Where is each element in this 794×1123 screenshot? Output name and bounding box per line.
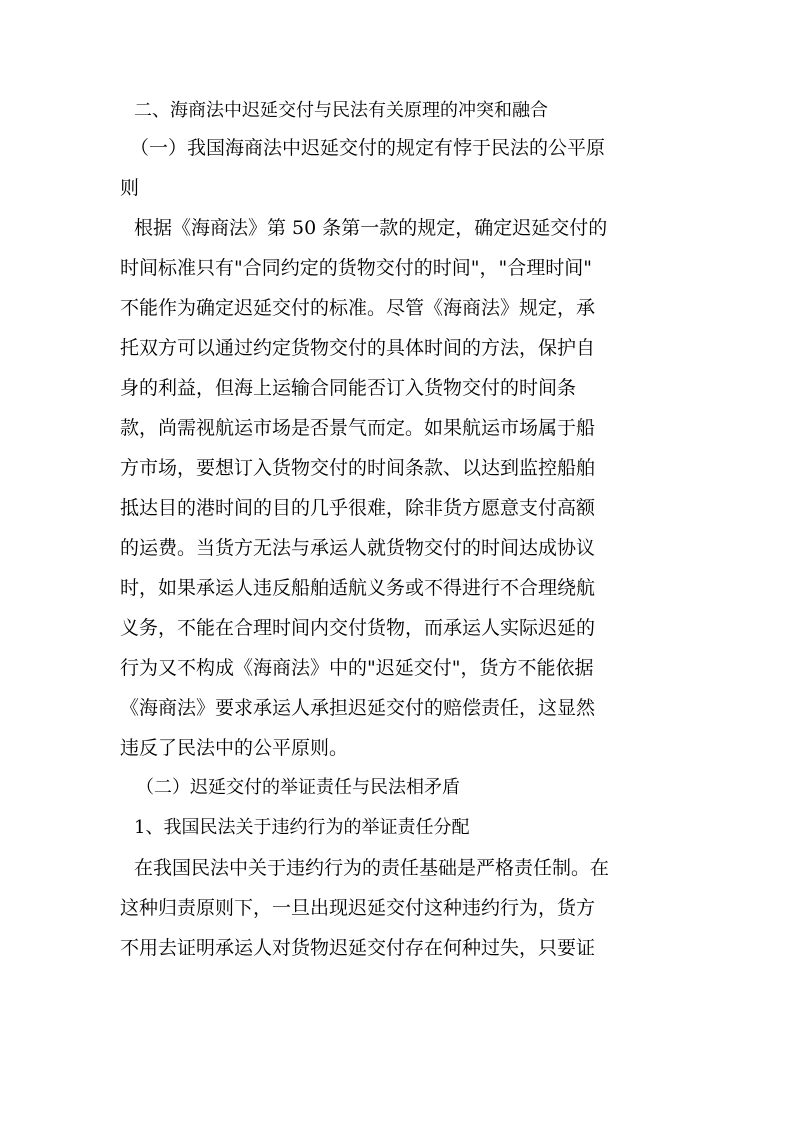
paragraph-line: 的运费。当货方无法与承运人就货物交付的时间达成协议 — [120, 537, 596, 559]
paragraph-line: 不用去证明承运人对货物迟延交付存在何种过失，只要证 — [120, 937, 596, 959]
paragraph-line: 抵达目的港时间的目的几乎很难，除非货方愿意支付高额 — [120, 497, 596, 519]
item-heading-1: 1、我国民法关于违约行为的举证责任分配 — [134, 817, 470, 838]
subsection-heading-1-line-1: （一）我国海商法中迟延交付的规定有悖于民法的公平原 — [130, 137, 606, 159]
paragraph-line: 方市场，要想订入货物交付的时间条款、以达到监控船舶 — [120, 457, 596, 479]
subsection-heading-2: （二）迟延交付的举证责任与民法相矛盾 — [136, 777, 460, 798]
paragraph-line: 行为又不构成《海商法》中的"迟延交付"，货方不能依据 — [120, 657, 594, 679]
paragraph-1 — [120, 208, 680, 768]
section-heading: 二、海商法中迟延交付与民法有关原理的冲突和融合 — [134, 100, 548, 121]
paragraph-line: 义务，不能在合理时间内交付货物，而承运人实际迟延的 — [120, 617, 596, 639]
paragraph-line: 不能作为确定迟延交付的标准。尽管《海商法》规定，承 — [120, 297, 596, 319]
paragraph-line: 在我国民法中关于违约行为的责任基础是严格责任制。在 — [134, 857, 610, 879]
paragraph-line: 托双方可以通过约定货物交付的具体时间的方法，保护自 — [120, 337, 596, 359]
paragraph-line: 根据《海商法》第 50 条第一款的规定，确定迟延交付的 — [134, 217, 608, 239]
paragraph-line: 身的利益，但海上运输合同能否订入货物交付的时间条 — [120, 377, 577, 399]
paragraph-2 — [120, 848, 680, 968]
subsection-heading-1-line-2: 则 — [120, 177, 140, 199]
paragraph-line: 款，尚需视航运市场是否景气而定。如果航运市场属于船 — [120, 417, 596, 439]
document-body — [120, 94, 680, 968]
paragraph-line: 《海商法》要求承运人承担迟延交付的赔偿责任，这显然 — [120, 697, 596, 719]
paragraph-line: 时间标准只有"合同约定的货物交付的时间"，"合理时间" — [120, 257, 592, 279]
paragraph-line: 违反了民法中的公平原则。 — [120, 737, 349, 759]
paragraph-line: 时，如果承运人违反船舶适航义务或不得进行不合理绕航 — [120, 577, 596, 599]
paragraph-line: 这种归责原则下，一旦出现迟延交付这种违约行为，货方 — [120, 897, 596, 919]
